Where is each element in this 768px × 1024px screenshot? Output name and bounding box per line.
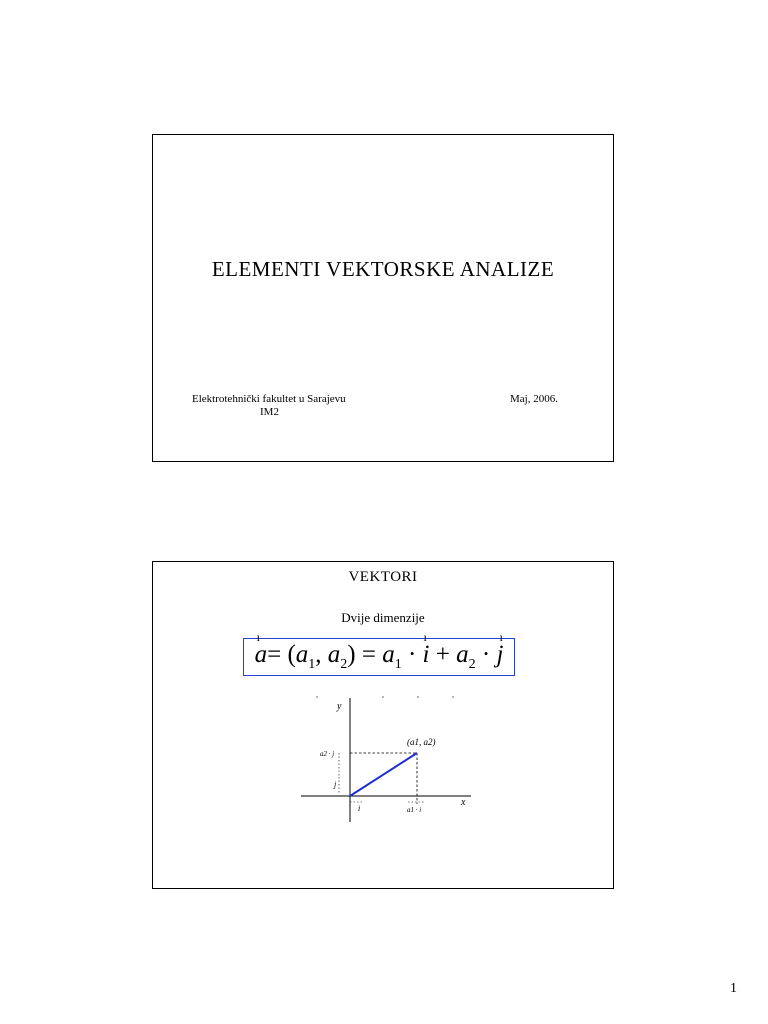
formula-dot2: ·: [475, 641, 497, 668]
x-axis-label: x: [461, 797, 466, 808]
formula-unit-j: ı j: [496, 630, 504, 668]
i-label: i: [358, 804, 361, 813]
j-label: j: [334, 780, 337, 789]
date-text: Maj, 2006.: [510, 393, 558, 405]
formula-dot1: ·: [401, 641, 423, 668]
formula-eq2: ) =: [347, 641, 383, 668]
vector-arrow-icon: ı: [423, 630, 427, 644]
formula-comma: ,: [315, 641, 328, 668]
course-text: IM2: [260, 406, 279, 418]
vector-arrow-icon: ı: [499, 630, 503, 644]
slide-footer-left: [192, 393, 346, 419]
slide-subheading: Dvije dimenzije: [341, 610, 425, 625]
vector-formula: [244, 630, 514, 673]
institution-text: Elektrotehnički fakultet u Sarajevu: [192, 393, 346, 405]
a2-j-label: a2 · j: [320, 750, 335, 758]
formula-box: [243, 630, 515, 676]
formula-term1: a: [382, 641, 395, 668]
vector-arrow-icon: ı: [256, 630, 260, 644]
formula-term2: a: [456, 641, 469, 668]
vectors-slide: [152, 561, 614, 889]
vector-a-line: [350, 753, 417, 796]
formula-vector-a: ı a: [254, 630, 268, 668]
vector-diagram: [293, 692, 493, 828]
formula-comp2: a: [327, 641, 341, 668]
formula-plus: +: [429, 641, 457, 668]
formula-sub2: 2: [340, 657, 348, 672]
point-label: (a1, a2): [407, 737, 436, 747]
slide-heading: VEKTORI: [348, 569, 418, 585]
slide-title: ELEMENTI VEKTORSKE ANALIZE: [211, 257, 555, 281]
a1-i-label: a1 · i: [407, 806, 422, 814]
formula-tsub1: 1: [394, 657, 402, 672]
formula-unit-i: ı i: [422, 630, 430, 668]
formula-tsub2: 2: [468, 657, 476, 672]
page-number: 1: [730, 981, 737, 996]
formula-comp1: a: [295, 641, 309, 668]
y-axis-label: y: [337, 701, 342, 712]
formula-sub1: 1: [308, 657, 316, 672]
formula-eq1: = (: [267, 641, 296, 668]
title-slide: [152, 134, 614, 462]
